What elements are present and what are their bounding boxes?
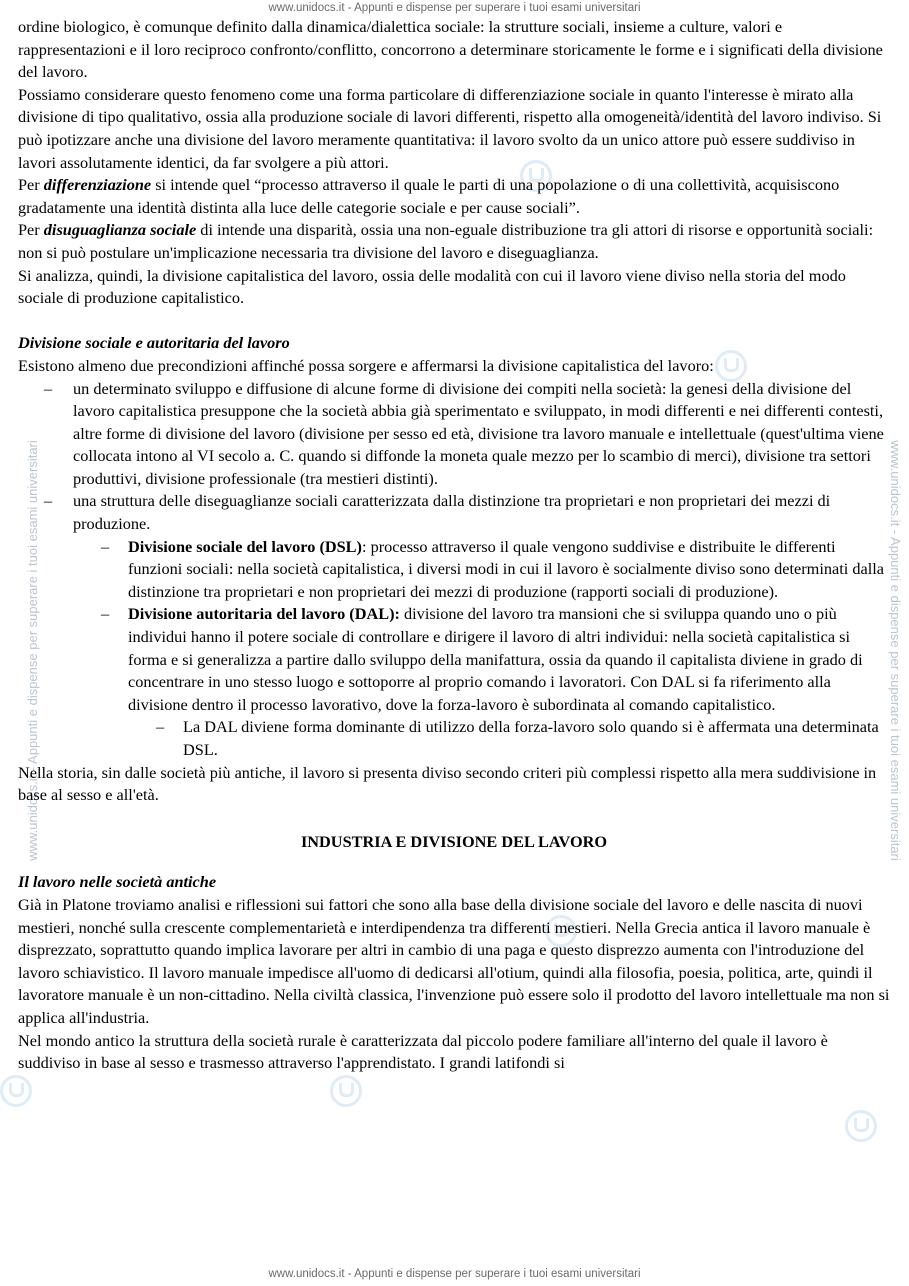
- dash-bullet: –: [101, 536, 110, 556]
- paragraph: Già in Platone troviamo analisi e riflessioni sui fattori che sono alla base della divisione sociale del lavoro e delle nascita di nuovi mestieri, nonché sulla crescente complementarietà e interdipendenza tra differenti mestieri. Nella Grecia antica il lavoro manuale è disprezzato, soprattutto quando implica lavorare per altri in cambio di una paga e questo disprezzo aumenta con l'introduzione del lavoro schiavistico. Il lavoro manuale impedisce all'uomo di dedicarsi all'otium, quindi alla filosofia, poesia, politica, arte, quindi il lavoratore manuale è un non-cittadino. Nella civiltà classica, l'invenzione può essere solo il prodotto del lavoro intellettuale ma non si applica all'industria.: [18, 894, 890, 1027]
- list-item: – una struttura delle diseguaglianze sociali caratterizzata dalla distinzione tra proprietari e non proprietari dei mezzi di produzione.: [44, 491, 831, 534]
- subsublist: [18, 716, 890, 761]
- precondition-list: [18, 378, 890, 536]
- term-dsl: Divisione sociale del lavoro (DSL): [128, 536, 362, 556]
- document-page: [18, 16, 890, 1075]
- paragraph-definition-differenziazione: Per differenziazione si intende quel “processo attraverso il quale le parti di una popolazione o di una collettività, acquisiscono gradatamente una identità distinta alla luce delle categorie sociale e per cause sociali”.: [18, 175, 840, 217]
- paragraph: Esistono almeno due precondizioni affinché possa sorgere e affermarsi la divisione capitalistica del lavoro:: [18, 355, 714, 375]
- list-item-dal: – Divisione autoritaria del lavoro (DAL): divisione del lavoro tra mansioni che si sviluppa quando uno o più individui hanno il potere sociale di controllare e dirigere il lavoro di altri individui: nella società capitalistica si forma e si generalizza a partire dallo sviluppo della manifattura, ossia da quando il capitalista diviene in grado di concentrare in uno stesso luogo e sottoporre al proprio comando i lavoratori. Con DAL si fa riferimento alla divisione dentro il processo lavorativo, dove la forza-lavoro è subordinata al comando capitalistico.: [101, 604, 863, 714]
- paragraph: Si analizza, quindi, la divisione capitalistica del lavoro, ossia delle modalità con cui il lavoro viene diviso nella storia del modo sociale di produzione capitalistico.: [18, 265, 846, 308]
- footer-watermark: www.unidocs.it - Appunti e dispense per superare i tuoi esami universitari: [268, 1268, 641, 1280]
- paragraph-definition-disuguaglianza: Per disuguaglianza sociale di intende una disparità, ossia una non-eguale distribuzione tra gli attori di risorse e opportunità sociali: non si può postulare un'implicazione necessaria tra divisione del lavoro e diseguaglianza.: [18, 220, 874, 262]
- dash-bullet: –: [44, 378, 53, 398]
- watermark-logo-icon: [845, 1110, 877, 1142]
- term-disuguaglianza: disuguaglianza sociale: [43, 220, 197, 240]
- watermark-logo-icon: [0, 1075, 32, 1107]
- side-watermark-right: www.unidocs.it - Appunti e dispense per superare i tuoi esami universitari: [887, 440, 903, 861]
- section-heading: Il lavoro nelle società antiche: [18, 872, 217, 892]
- sublist: [18, 536, 890, 717]
- paragraph: ordine biologico, è comunque definito dalla dinamica/dialettica sociale: la strutture sociali, insieme a culture, valori e rappresentazioni e il loro reciproco confronto/conflitto, concorrono a determinare storicamente le forme e i significati della divisione del lavoro.: [18, 17, 883, 82]
- dash-bullet: –: [44, 491, 53, 511]
- chapter-title: INDUSTRIA E DIVISIONE DEL LAVORO: [300, 831, 608, 851]
- term-differenziazione: differenziazione: [43, 175, 152, 195]
- watermark-logo-icon: [330, 1075, 362, 1107]
- header-watermark: www.unidocs.it - Appunti e dispense per superare i tuoi esami universitari: [268, 2, 641, 14]
- paragraph: Possiamo considerare questo fenomeno come una forma particolare di differenziazione sociale in quanto l'interesse è mirato alla divisione di tipo qualitativo, ossia alla produzione sociale di lavori differenti, rispetto alla omogeneità/identità del lavoro indiviso. Si può ipotizzare anche una divisione del lavoro meramente quantitativa: il lavoro svolto da un unico attore può essere suddiviso in lavori assolutamente identici, da far svolgere a più attori.: [18, 84, 882, 172]
- term-dal: Divisione autoritaria del lavoro (DAL):: [128, 604, 400, 624]
- dash-bullet: –: [156, 717, 165, 737]
- paragraph: Nel mondo antico la struttura della società rurale è caratterizzata dal piccolo podere familiare all'interno del quale il lavoro è suddiviso in base al sesso e trasmesso attraverso l'apprendistato. I grandi latifondi si: [18, 1030, 828, 1073]
- paragraph: Nella storia, sin dalle società più antiche, il lavoro si presenta diviso secondo criteri più complessi rispetto alla mera suddivisione in base al sesso e all'età.: [18, 762, 877, 805]
- list-item: – La DAL diviene forma dominante di utilizzo della forza-lavoro solo quando si è affermata una determinata DSL.: [156, 717, 879, 759]
- list-item-dsl: – Divisione sociale del lavoro (DSL): processo attraverso il quale vengono suddivise e distribuite le differenti funzioni sociali: nella società capitalistica, i diversi modi in cui il lavoro è socialmente diviso sono determinati dalla distinzione tra proprietari e non proprietari dei mezzi di produzione (rapporti sociali di produzione).: [101, 536, 884, 601]
- list-item: – un determinato sviluppo e diffusione di alcune forme di divisione dei compiti nella società: la genesi della divisione del lavoro capitalistica presuppone che la società abbia già sperimentato e sviluppato, in modi differenti e nei differenti contesti, altre forme di divisione del lavoro (divisione per sesso ed età, divisione tra lavoro manuale e intellettuale (quest'ultima viene collocata intono al VI secolo a. C. quando si diffonde la moneta quale mezzo per lo scambio di merci), divisione tra settori produttivi, divisione professionale (tra mestieri distinti).: [44, 378, 884, 488]
- side-watermark-left: www.unidocs.it - Appunti e dispense per superare i tuoi esami universitari: [24, 440, 40, 861]
- section-heading: Divisione sociale e autoritaria del lavoro: [18, 333, 290, 353]
- dash-bullet: –: [101, 604, 110, 624]
